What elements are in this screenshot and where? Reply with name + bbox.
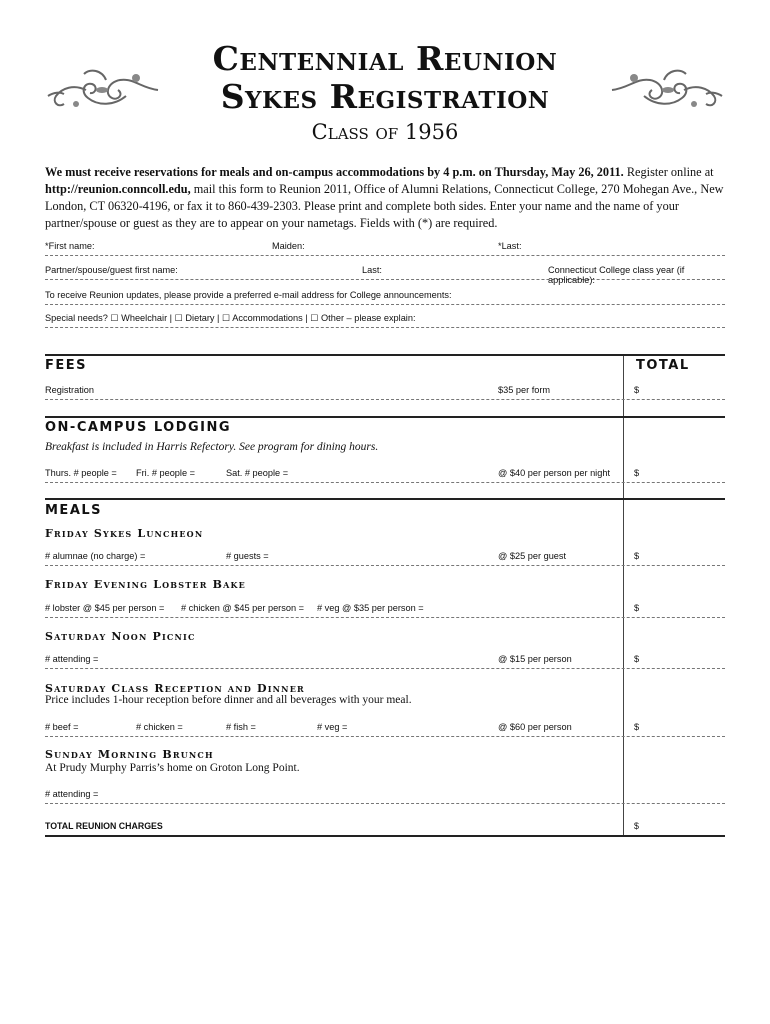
special-needs-row[interactable] [45, 313, 725, 328]
dinner-row[interactable] [45, 722, 725, 737]
lobster-dollar: $ [634, 603, 640, 613]
partner-row[interactable] [45, 265, 725, 285]
partner-last-name-label: Last: [362, 265, 382, 275]
email-label: To receive Reunion updates, please provide a preferred e-mail address for College announcements: [45, 290, 452, 300]
registration-row[interactable] [45, 385, 725, 400]
intro-deadline: We must receive reservations for meals and on-campus accommodations by 4 p.m. on Thursday, May 26, 2011. [45, 165, 624, 179]
friday-luncheon-row[interactable] [45, 551, 725, 566]
intro-text-2: mail this form to Reunion 2011, Office of Alumni Relations, Connecticut College, 270 Mohegan Ave., New London, CT 06320-4196, or fax it to 860-439-2303. Please print and complete both sides. Enter your name and the name of your partner/spouse or guest as they are to appear on your nametags. Fields with (*) are required. [45, 182, 724, 230]
guests-label: # guests = [226, 551, 269, 561]
name-row[interactable] [45, 241, 725, 256]
picnic-price: @ $15 per person [498, 654, 572, 664]
fish-label: # fish = [226, 722, 256, 732]
thurs-people-label: Thurs. # people = [45, 468, 117, 478]
picnic-title: Saturday Noon Picnic [45, 630, 196, 643]
lobster-bake-row[interactable] [45, 603, 725, 618]
total-charges-row[interactable] [45, 821, 725, 837]
email-row[interactable] [45, 290, 725, 305]
registration-label: Registration [45, 385, 95, 395]
class-year-label: Connecticut College class year (if applicable): [548, 265, 685, 285]
lobster-label: # lobster @ $45 per person = [45, 603, 165, 613]
lodging-price: @ $40 per person per night [498, 468, 610, 478]
brunch-title: Sunday Morning Brunch [45, 748, 214, 761]
luncheon-dollar: $ [634, 551, 640, 561]
partner-first-name-label: Partner/spouse/guest first name: [45, 265, 178, 275]
lodging-heading: ON-CAMPUS LODGING [45, 420, 232, 435]
last-name-label: *Last: [498, 241, 522, 251]
lodging-note: Breakfast is included in Harris Refectory. See program for dining hours. [45, 441, 379, 453]
page-subtitle: Class of 1956 [311, 120, 459, 144]
special-needs-label: Special needs? ☐ Wheelchair | ☐ Dietary | ☐ Accommodations | ☐ Other – please explain: [45, 313, 416, 323]
title-line-1: Centennial Reunion [212, 39, 558, 78]
lobster-chicken-label: # chicken @ $45 per person = [181, 603, 304, 613]
intro-paragraph [45, 164, 725, 232]
total-charges-dollar: $ [634, 821, 639, 831]
registration-dollar: $ [634, 385, 640, 395]
dinner-chicken-label: # chicken = [136, 722, 183, 732]
fees-heading: FEES [45, 358, 88, 373]
lobster-bake-title: Friday Evening Lobster Bake [45, 578, 246, 591]
beef-label: # beef = [45, 722, 79, 732]
brunch-attending-label: # attending = [45, 789, 99, 799]
registration-price: $35 per form [498, 385, 551, 395]
intro-text-1: Register online at [623, 165, 714, 179]
sat-people-label: Sat. # people = [226, 468, 289, 478]
first-name-label: *First name: [45, 241, 95, 251]
dinner-title: Saturday Class Reception and Dinner [45, 682, 305, 695]
lobster-veg-label: # veg @ $35 per person = [317, 603, 424, 613]
lodging-row[interactable] [45, 468, 725, 483]
friday-luncheon-title: Friday Sykes Luncheon [45, 527, 204, 540]
brunch-row[interactable] [45, 789, 725, 804]
page-title [0, 40, 770, 116]
total-charges-label: TOTAL REUNION CHARGES [45, 821, 163, 831]
lodging-dollar: $ [634, 468, 640, 478]
luncheon-price: @ $25 per guest [498, 551, 567, 561]
total-column-divider [623, 356, 624, 836]
picnic-dollar: $ [634, 654, 640, 664]
dinner-dollar: $ [634, 722, 640, 732]
maiden-name-label: Maiden: [272, 241, 305, 251]
lodging-rule [45, 416, 725, 418]
picnic-row[interactable] [45, 654, 725, 669]
picnic-attending-label: # attending = [45, 654, 99, 664]
brunch-note: At Prudy Murphy Parris’s home on Groton Long Point. [45, 762, 300, 774]
meals-rule [45, 498, 725, 500]
alumnae-label: # alumnae (no charge) = [45, 551, 146, 561]
dinner-veg-label: # veg = [317, 722, 348, 732]
title-line-2: Sykes Registration [220, 77, 550, 116]
fri-people-label: Fri. # people = [136, 468, 195, 478]
dinner-price: @ $60 per person [498, 722, 572, 732]
total-heading: TOTAL [636, 358, 690, 373]
meals-heading: MEALS [45, 503, 103, 518]
dinner-note: Price includes 1-hour reception before dinner and all beverages with your meal. [45, 694, 412, 706]
intro-url: http://reunion.conncoll.edu, [45, 182, 191, 196]
